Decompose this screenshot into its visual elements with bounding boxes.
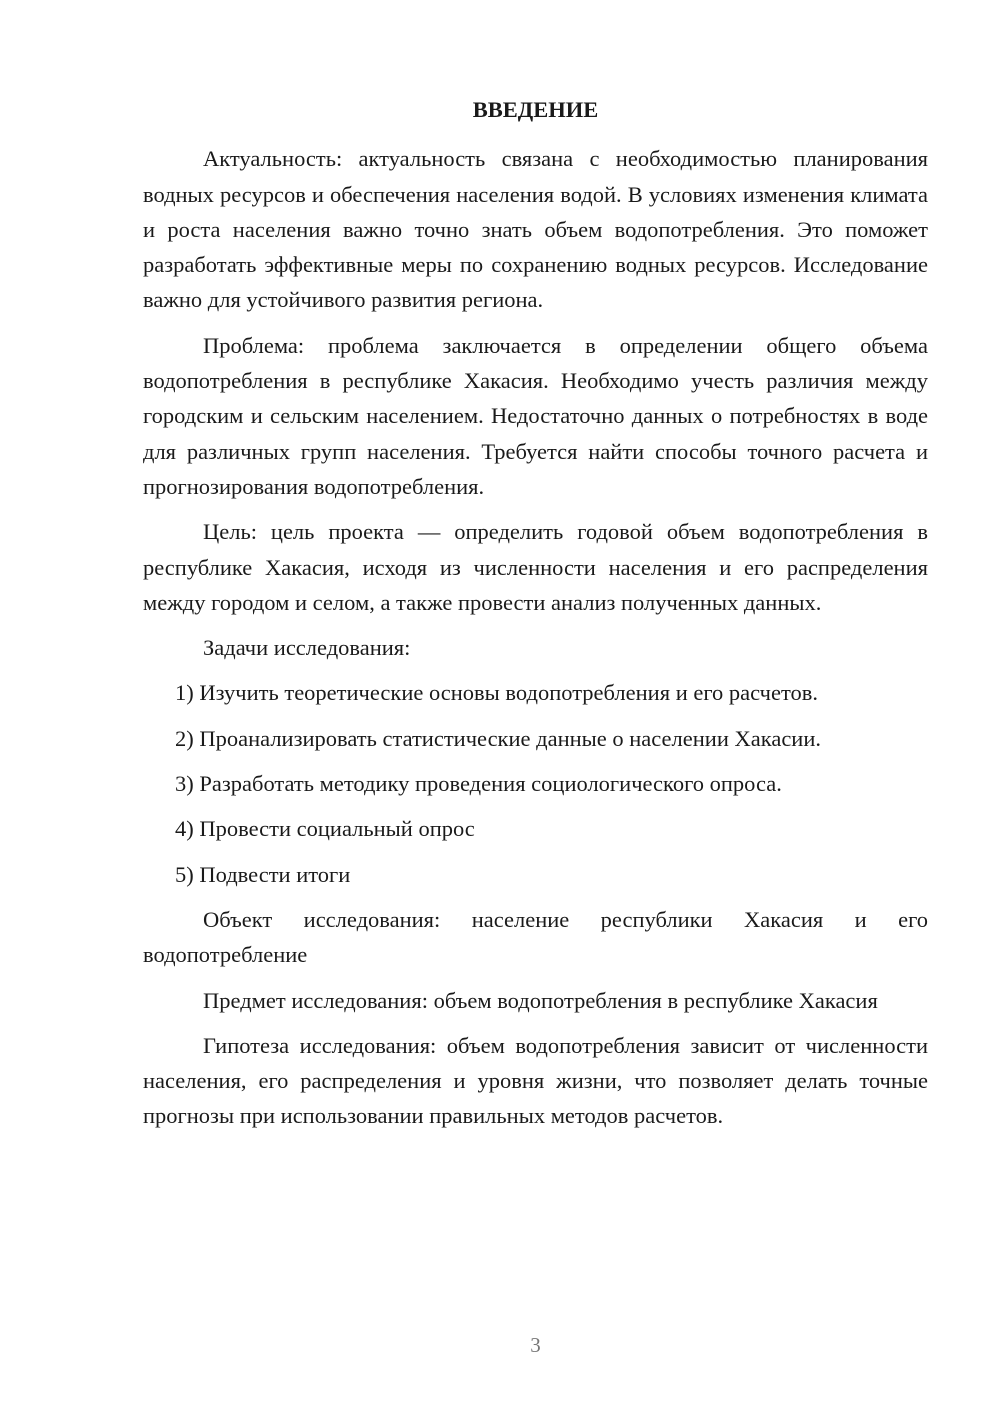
paragraph-goal: Цель: цель проекта — определить годовой объем водопотребления в республике Хакасия, исходя из численности населения и его распределения между городом и селом, а также провести анализ полученных данных. <box>143 519 928 615</box>
page-number: 3 <box>530 1333 541 1357</box>
task-item: 5) Подвести итоги <box>175 861 351 887</box>
task-item: 2) Проанализировать статистические данные о населении Хакасии. <box>175 725 822 751</box>
paragraph-relevance: Актуальность: актуальность связана с необходимостью планирования водных ресурсов и обеспечения населения водой. В условиях изменения климата и роста населения важно точно знать объем водопотребления. Это поможет разработать эффективные меры по сохранению водных ресурсов. Исследование важно для устойчивого развития региона. <box>143 146 928 313</box>
page-body <box>143 92 928 1144</box>
paragraph-hypothesis: Гипотеза исследования: объем водопотребления зависит от численности населения, его распределения и уровня жизни, что позволяет делать точные прогнозы при использовании правильных методов расчетов. <box>143 1032 928 1129</box>
task-item: 4) Провести социальный опрос <box>175 816 475 842</box>
paragraph-tasks-heading: Задачи исследования: <box>203 635 411 661</box>
page-title: ВВЕДЕНИЕ <box>472 97 599 122</box>
paragraph-subject: Предмет исследования: объем водопотребления в республике Хакасия <box>203 987 878 1013</box>
task-item: 1) Изучить теоретические основы водопотребления и его расчетов. <box>175 680 818 706</box>
task-item: 3) Разработать методику проведения социологического опроса. <box>175 771 782 797</box>
paragraph-problem: Проблема: проблема заключается в определении общего объема водопотребления в республике Хакасия. Необходимо учесть различия между городским и сельским населением. Недостаточно данных о потребностях в воде для различных групп населения. Требуется найти способы точного расчета и прогнозирования водопотребления. <box>143 332 928 499</box>
paragraph-object: Объект исследования: население республики Хакасия и его водопотребление <box>143 906 928 968</box>
